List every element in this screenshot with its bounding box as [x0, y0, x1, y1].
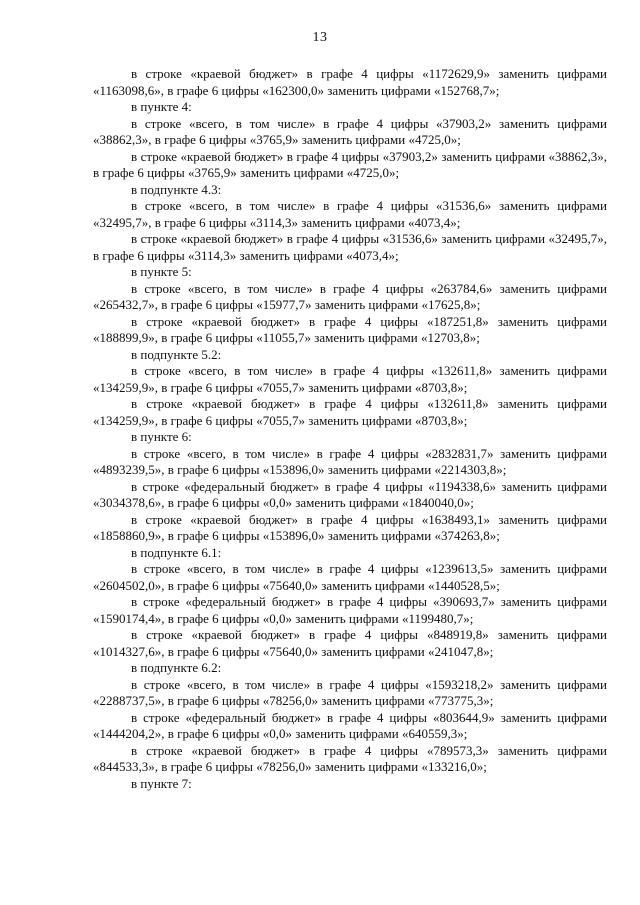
paragraph: в строке «всего, в том числе» в графе 4 цифры «2832831,7» заменить цифрами «4893239,5», в графе 6 цифры «153896,0» заменить цифрами «2214303,8»;	[93, 445, 607, 477]
paragraph: в строке «всего, в том числе» в графе 4 цифры «1593218,2» заменить цифрами «2288737,5», в графе 6 цифры «78256,0» заменить цифрами «773775,3»;	[93, 676, 607, 708]
paragraph: в строке «краевой бюджет» в графе 4 цифры «31536,6» заменить цифрами «32495,7», в графе 6 цифры «3114,3» заменить цифрами «4073,4»;	[93, 231, 607, 263]
paragraph: в строке «федеральный бюджет» в графе 4 цифры «390693,7» заменить цифрами «1590174,4», в графе 6 цифры «0,0» заменить цифрами «1199480,7»;	[93, 594, 607, 626]
section-heading: в подпункте 6.1:	[131, 544, 222, 560]
section-heading: в подпункте 4.3:	[131, 181, 222, 197]
paragraph: в строке «краевой бюджет» в графе 4 цифры «132611,8» заменить цифрами «134259,9», в графе 6 цифры «7055,7» заменить цифрами «8703,8»;	[93, 396, 607, 428]
paragraph: в строке «всего, в том числе» в графе 4 цифры «1239613,5» заменить цифрами «2604502,0», в графе 6 цифры «75640,0» заменить цифрами «1440528,5»;	[93, 561, 607, 593]
section-heading: в пункте 7:	[131, 775, 192, 791]
document-body	[93, 66, 607, 792]
section-heading: в пункте 6:	[131, 429, 192, 444]
paragraph: в строке «краевой бюджет» в графе 4 цифры «37903,2» заменить цифрами «38862,3», в графе 6 цифры «3765,9» заменить цифрами «4725,0»;	[93, 148, 607, 180]
paragraph: в строке «краевой бюджет» в графе 4 цифры «1638493,1» заменить цифрами «1858860,9», в графе 6 цифры «153896,0» заменить цифрами «374263,8»;	[93, 511, 607, 543]
page-number: 13	[312, 30, 328, 45]
paragraph: в строке «краевой бюджет» в графе 4 цифры «789573,3» заменить цифрами «844533,3», в графе 6 цифры «78256,0» заменить цифрами «133216,0»;	[93, 742, 607, 774]
section-heading: в пункте 4:	[131, 99, 192, 114]
paragraph: в строке «всего, в том числе» в графе 4 цифры «263784,6» заменить цифрами «265432,7», в графе 6 цифры «15977,7» заменить цифрами «17625,8»;	[93, 280, 607, 312]
section-heading: в пункте 5:	[131, 264, 192, 279]
paragraph: в строке «краевой бюджет» в графе 4 цифры «848919,8» заменить цифрами «1014327,6», в графе 6 цифры «75640,0» заменить цифрами «241047,8»;	[93, 627, 607, 659]
paragraph: в строке «федеральный бюджет» в графе 4 цифры «803644,9» заменить цифрами «1444204,2», в графе 6 цифры «0,0» заменить цифрами «640559,3»;	[93, 709, 607, 741]
section-heading: в подпункте 5.2:	[131, 346, 222, 362]
paragraph: в строке «краевой бюджет» в графе 4 цифры «1172629,9» заменить цифрами «1163098,6», в графе 6 цифры «162300,0» заменить цифрами «152768,7»;	[93, 66, 607, 98]
paragraph: в строке «федеральный бюджет» в графе 4 цифры «1194338,6» заменить цифрами «3034378,6», в графе 6 цифры «0,0» заменить цифрами «1840040,0»;	[93, 478, 607, 510]
section-heading: в подпункте 6.2:	[131, 660, 222, 675]
paragraph: в строке «всего, в том числе» в графе 4 цифры «132611,8» заменить цифрами «134259,9», в графе 6 цифры «7055,7» заменить цифрами «8703,8»;	[93, 363, 607, 395]
paragraph: в строке «всего, в том числе» в графе 4 цифры «31536,6» заменить цифрами «32495,7», в графе 6 цифры «3114,3» заменить цифрами «4073,4»;	[93, 198, 607, 230]
paragraph: в строке «всего, в том числе» в графе 4 цифры «37903,2» заменить цифрами «38862,3», в графе 6 цифры «3765,9» заменить цифрами «4725,0»;	[93, 115, 607, 147]
paragraph: в строке «краевой бюджет» в графе 4 цифры «187251,8» заменить цифрами «188899,9», в графе 6 цифры «11055,7» заменить цифрами «12703,8»;	[93, 313, 607, 345]
